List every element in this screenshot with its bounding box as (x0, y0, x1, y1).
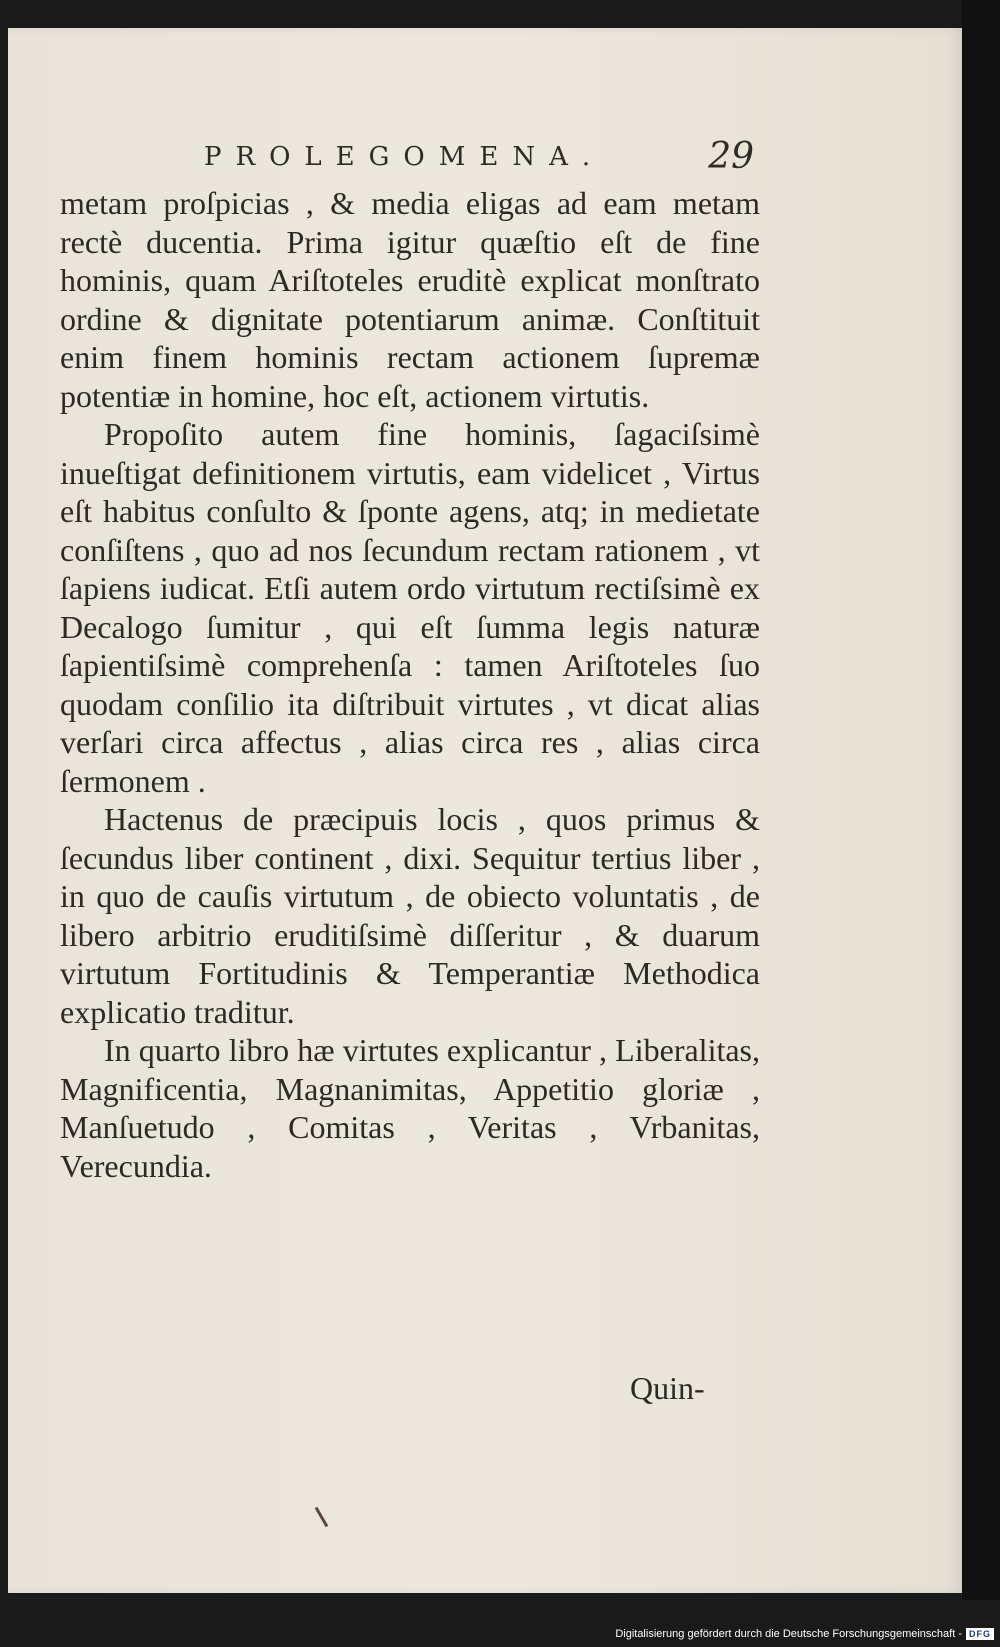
catchword: Quin- (630, 1370, 705, 1406)
running-head (204, 136, 754, 177)
paragraph-2: Propoſito autem fine hominis, ſagaciſsimè inueſtigat definitionem virtutis, eam videlicet , Virtus eſt habitus conſulto & ſponte agens, atq; in medietate conſiſtens , quo ad nos ſecundum rectam rationem , vt ſapiens iudicat. Etſi autem ordo virtutum rectiſsimè ex Decalogo ſumitur , qui eſt ſumma legis naturæ ſapientiſsimè comprehenſa : tamen Ariſtoteles ſuo quodam conſilio ita diſtribuit virtutes , vt dicat alias verſari circa affectus , alias circa res , alias circa ſermonem . (60, 416, 760, 799)
page-number: 29 (708, 136, 754, 177)
paragraph-1: metam proſpicias , & media eligas ad eam metam rectè ducentia. Prima igitur quæſtio eſt de fine hominis, quam Ariſtoteles eruditè explicat monſtrato ordine & dignitate potentiarum animæ. Conſtituit enim finem hominis rectam actionem ſupremæ potentiæ in homine, hoc eſt, actionem virtutis. (60, 185, 760, 414)
digitization-footer (615, 1628, 994, 1640)
footer-credit: Digitalisierung gefördert durch die Deutsche Forschungsgemeinschaft - (615, 1628, 962, 1640)
dfg-logo-icon: DFG (966, 1628, 994, 1640)
body-text (60, 184, 760, 1185)
paragraph-4: In quarto libro hæ virtutes explicantur , Liberalitas, Magnificentia, Magnanimitas, Appetitio gloriæ , Manſuetudo , Comitas , Veritas , Vrbanitas, Verecundia. (60, 1032, 760, 1184)
running-title: PROLEGOMENA. (204, 142, 605, 172)
book-page (8, 28, 962, 1593)
paragraph-3: Hactenus de præcipuis locis , quos primus & ſecundus liber continent , dixi. Sequitur tertius liber , in quo de cauſis virtutum , de obiecto voluntatis , de libero arbitrio eruditiſsimè diſſeritur , & duarum virtutum Fortitudinis & Temperantiæ Methodica explicatio traditur. (60, 801, 760, 1030)
scan-background (962, 0, 1000, 1600)
ink-mark (315, 1507, 329, 1528)
